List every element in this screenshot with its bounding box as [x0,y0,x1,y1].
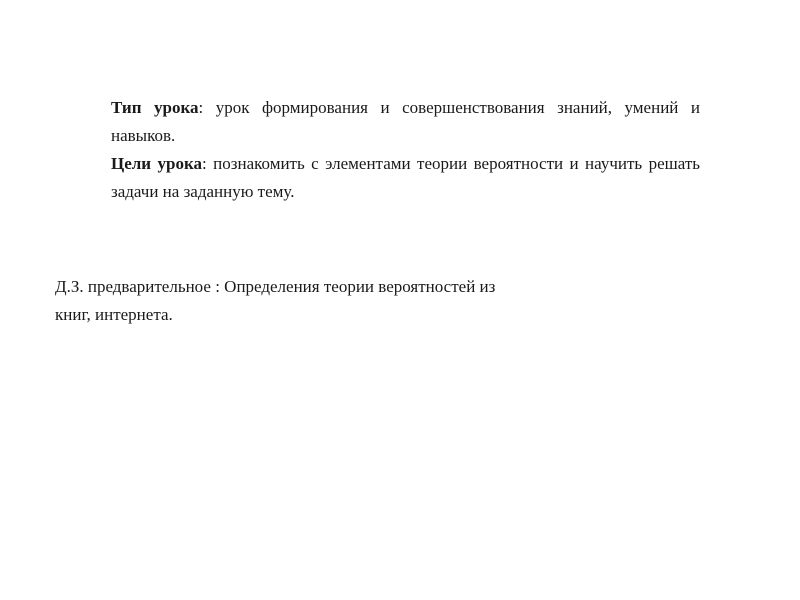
lesson-type-paragraph [111,94,700,150]
homework-note [55,273,595,329]
lesson-goals-text: : познакомить с элементами теории вероятности и научить решать задачи на заданную тему. [111,154,701,201]
lesson-goals-paragraph [111,150,700,206]
homework-line-1: Д.З. предварительное : Определения теории вероятностей из [55,277,496,296]
homework-line-2: книг, интернета. [55,305,173,324]
lesson-type-text: : урок формирования и совершенствования знаний, умений и навыков. [111,98,700,145]
lesson-info [111,94,700,206]
lesson-goals-label: Цели урока [111,154,203,173]
lesson-type-label: Тип урока [111,98,199,117]
